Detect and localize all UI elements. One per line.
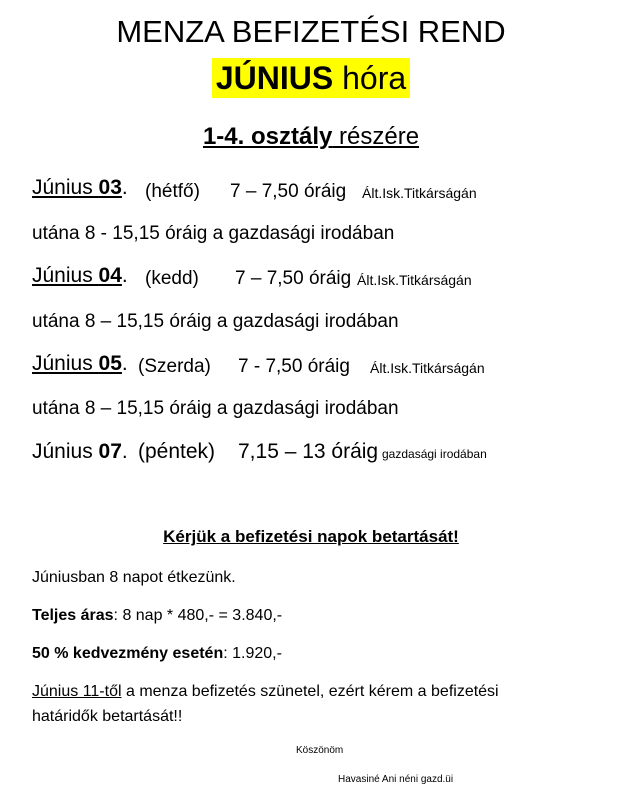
schedule-place: Ált.Isk.Titkárságán <box>357 272 472 288</box>
schedule-time: 7 – 7,50 óráig <box>235 268 352 289</box>
schedule-place: gazdasági irodában <box>382 447 487 461</box>
schedule-date: Június 03. <box>32 176 128 199</box>
schedule-date-label: Június 03 <box>32 176 122 199</box>
grade-range: 1-4. osztály <box>202 123 333 150</box>
schedule-after: utána 8 – 15,15 óráig a gazdasági irodában <box>32 398 399 419</box>
pause-text: a menza befizetés szünetel, ezért kérem a befizetési <box>121 683 499 700</box>
pause-date: Június 11-től <box>32 683 122 700</box>
schedule-date-label: Június 04 <box>32 264 122 287</box>
schedule-time: 7 – 7,50 óráig <box>230 181 347 202</box>
schedule-date: Június 04. <box>32 264 128 287</box>
document-title: MENZA BEFIZETÉSI REND <box>116 14 506 49</box>
schedule-day: (hétfő) <box>145 181 200 202</box>
schedule-place: Ált.Isk.Titkárságán <box>370 360 485 376</box>
full-price-label: Teljes áras <box>32 607 114 624</box>
schedule-date-label: Június 05 <box>32 352 122 375</box>
schedule-day: (péntek) <box>138 440 216 463</box>
schedule-time: 7,15 – 13 óráig <box>238 440 379 463</box>
thanks-text: Köszönöm <box>296 745 344 756</box>
schedule-after: utána 8 - 15,15 óráig a gazdasági irodában <box>32 223 395 244</box>
pause-line <box>32 683 499 701</box>
month-name: JÚNIUS <box>215 60 334 96</box>
grade-suffix: részére <box>332 123 420 150</box>
payment-notice: Kérjük a befizetési napok betartását! <box>163 527 459 546</box>
discount-line <box>32 645 282 663</box>
schedule-day: (Szerda) <box>138 356 211 377</box>
month-highlight <box>212 58 410 98</box>
discount-label: 50 % kedvezmény esetén <box>32 645 224 662</box>
month-heading <box>0 58 622 98</box>
signature-text: Havasiné Ani néni gazd.üi <box>338 774 454 785</box>
schedule-day: (kedd) <box>145 268 199 289</box>
full-price-value: : 8 nap * 480,- = 3.840,- <box>113 607 283 624</box>
pause-line-2: határidők betartását!! <box>32 708 183 725</box>
full-price-line <box>32 607 282 625</box>
grade-subtitle <box>0 123 622 151</box>
schedule-date: Június 07. <box>32 440 128 463</box>
schedule-date-label: Június 07 <box>32 440 122 463</box>
schedule-place: Ált.Isk.Titkárságán <box>362 185 477 201</box>
schedule-date: Június 05. <box>32 352 128 375</box>
days-line: Júniusban 8 napot étkezünk. <box>32 569 236 586</box>
schedule-after: utána 8 – 15,15 óráig a gazdasági irodában <box>32 311 399 332</box>
month-suffix: hóra <box>333 60 407 96</box>
discount-value: : 1.920,- <box>223 645 282 662</box>
schedule-time: 7 - 7,50 óráig <box>238 356 350 377</box>
